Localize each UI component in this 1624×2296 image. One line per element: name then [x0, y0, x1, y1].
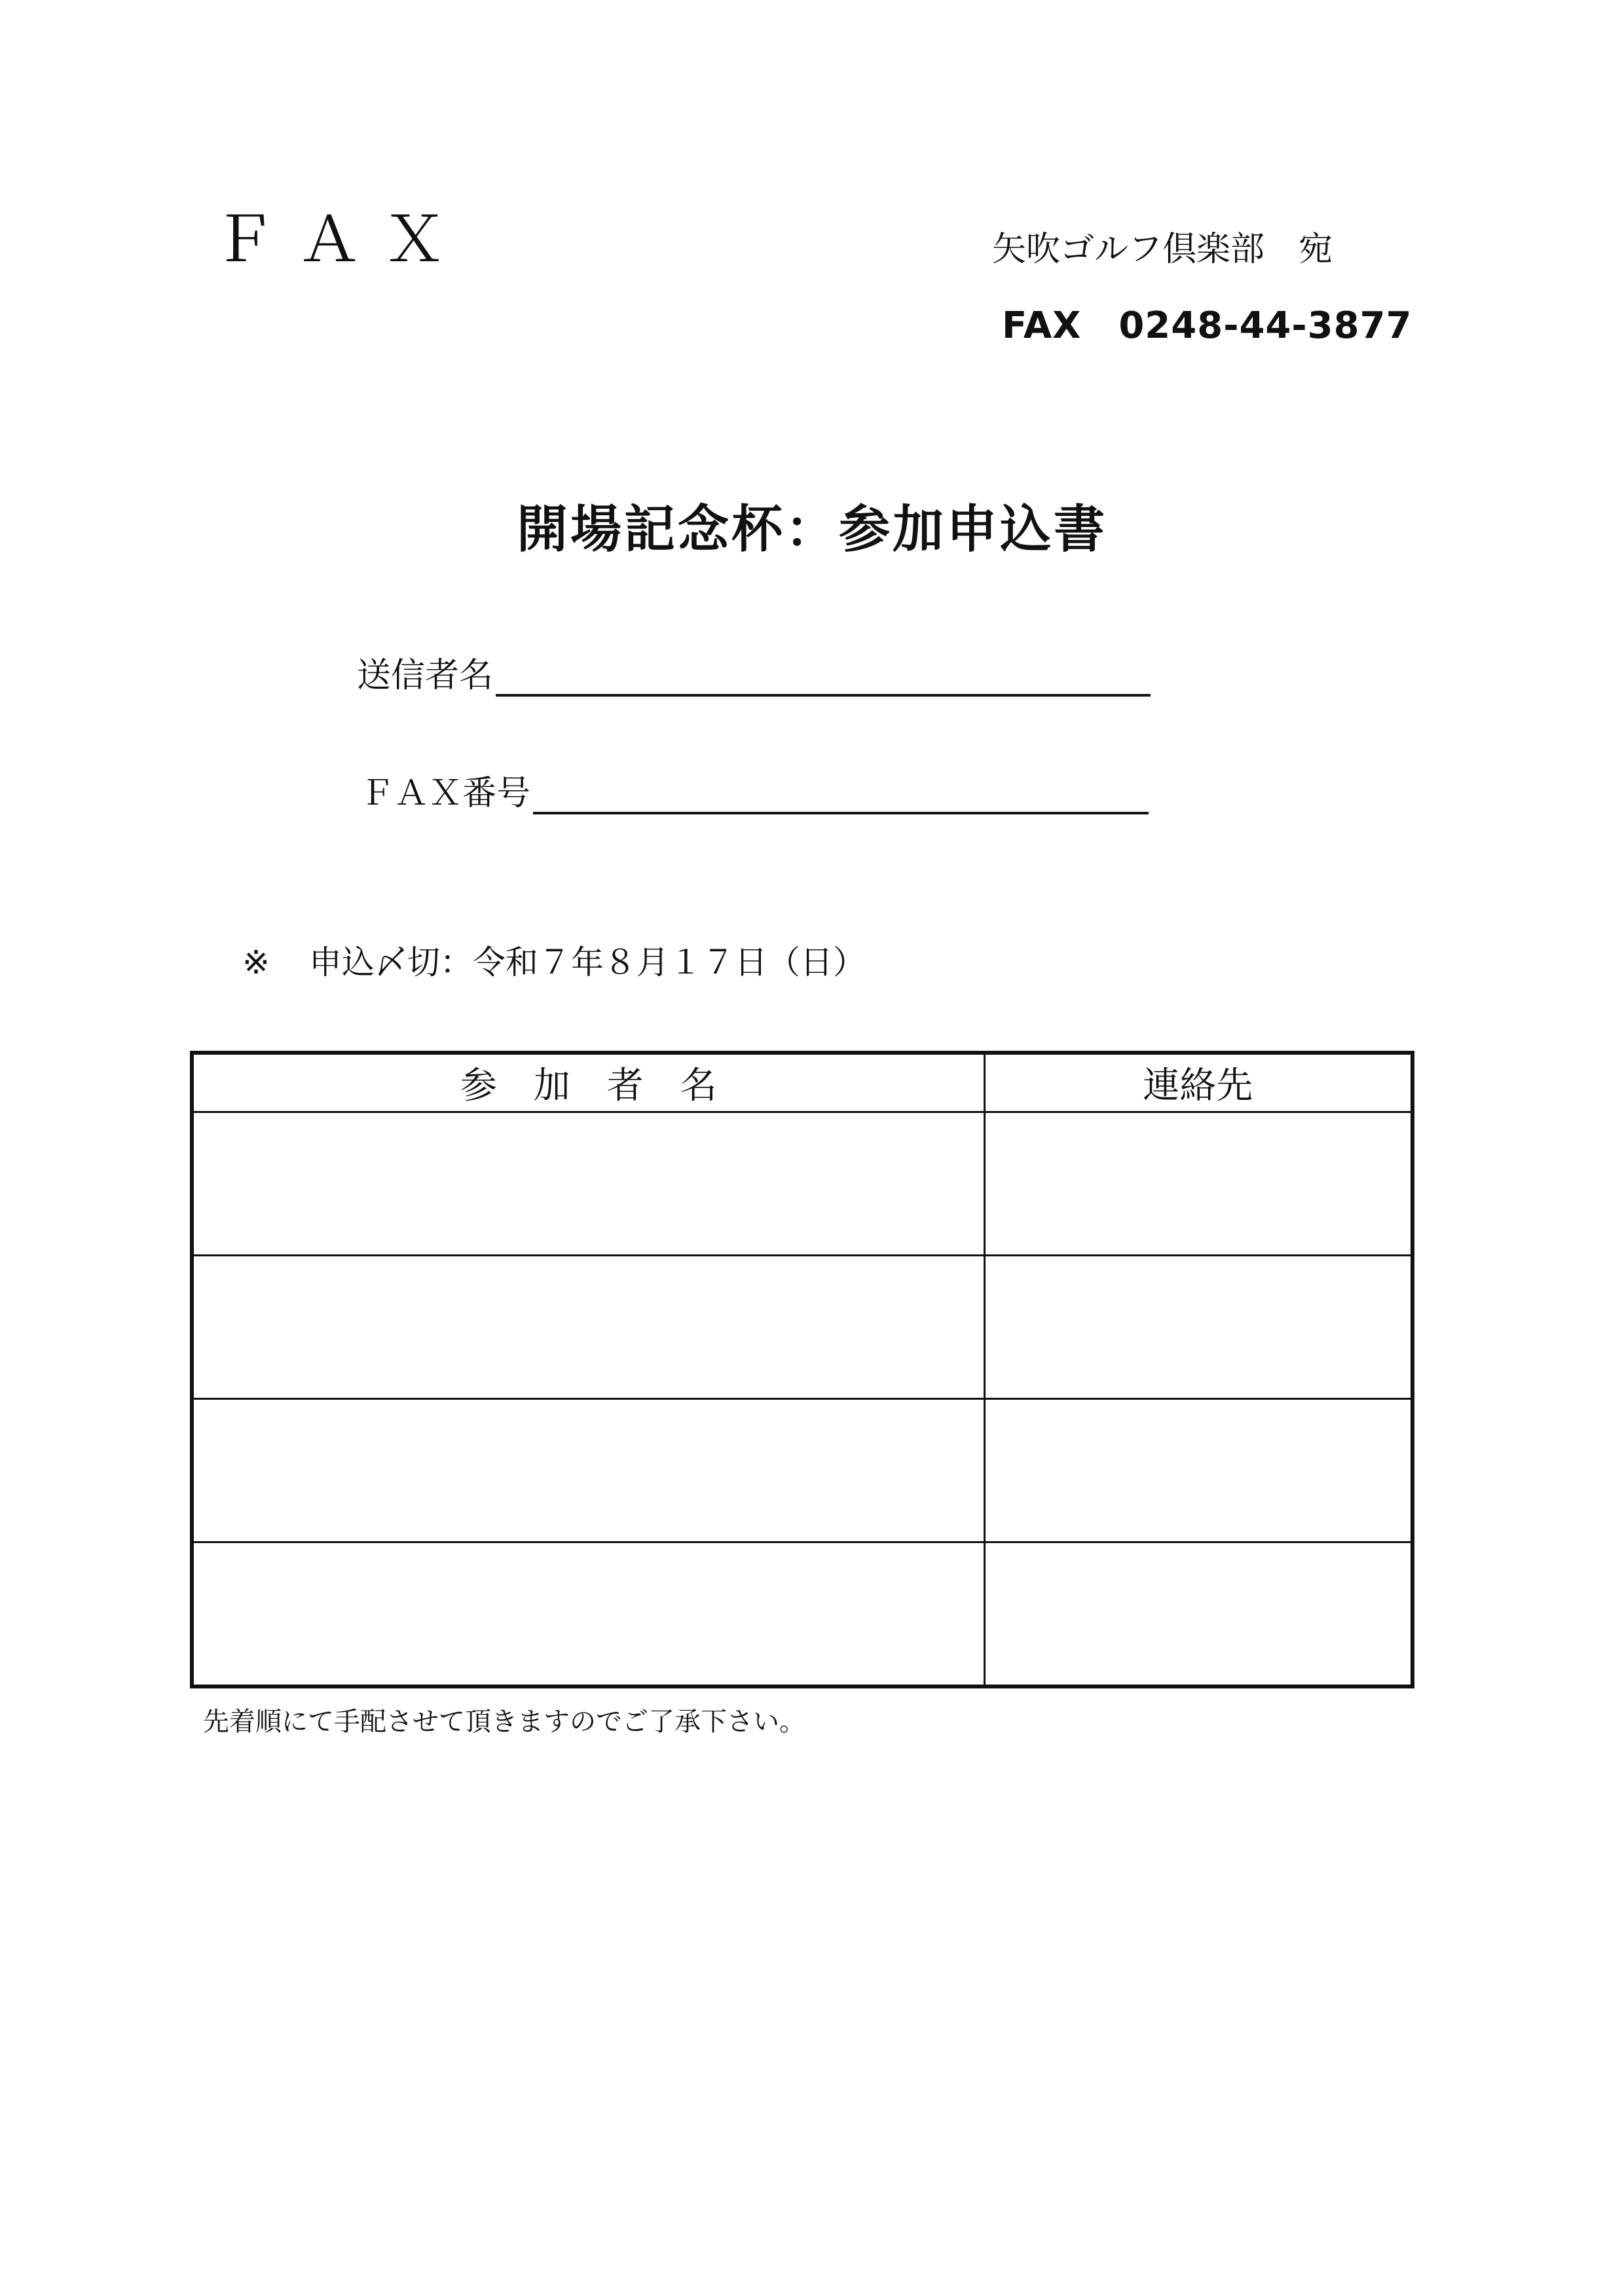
table-row	[192, 1399, 1412, 1542]
participant-name-cell[interactable]	[192, 1112, 984, 1256]
recipient-fax-number: FAX 0248-44-3877	[1002, 304, 1412, 347]
contact-cell[interactable]	[984, 1399, 1412, 1542]
participant-name-cell[interactable]	[192, 1256, 984, 1399]
sender-fax-line[interactable]	[533, 773, 1149, 814]
sender-name-label: 送信者名	[357, 656, 494, 695]
deadline-text: 申込〆切：令和７年８月１７日（日）	[308, 943, 866, 981]
sender-name-field	[357, 655, 1151, 697]
participant-name-cell[interactable]	[192, 1542, 984, 1687]
table-row	[192, 1542, 1412, 1687]
table-header-row	[192, 1053, 1412, 1112]
sender-name-line[interactable]	[496, 655, 1151, 697]
participant-name-header: 参 加 者 名	[192, 1053, 984, 1112]
document-title: 開場記念杯：参加申込書	[516, 500, 1107, 559]
contact-cell[interactable]	[984, 1256, 1412, 1399]
contact-cell[interactable]	[984, 1542, 1412, 1687]
reference-mark: ※	[242, 943, 270, 981]
table-row	[192, 1112, 1412, 1256]
participant-table	[190, 1051, 1414, 1688]
table-row	[192, 1256, 1412, 1399]
participant-name-cell[interactable]	[192, 1399, 984, 1542]
contact-header: 連絡先	[984, 1053, 1412, 1112]
contact-cell[interactable]	[984, 1112, 1412, 1256]
footnote: 先着順にて手配させて頂きますのでご了承下さい。	[203, 1707, 805, 1737]
fax-heading: ＦＡＸ	[213, 203, 468, 276]
deadline-note	[242, 943, 866, 981]
sender-fax-field	[360, 773, 1149, 814]
sender-fax-label: ＦＡＸ番号	[360, 774, 531, 813]
recipient-name: 矢吹ゴルフ倶楽部 宛	[992, 230, 1333, 269]
